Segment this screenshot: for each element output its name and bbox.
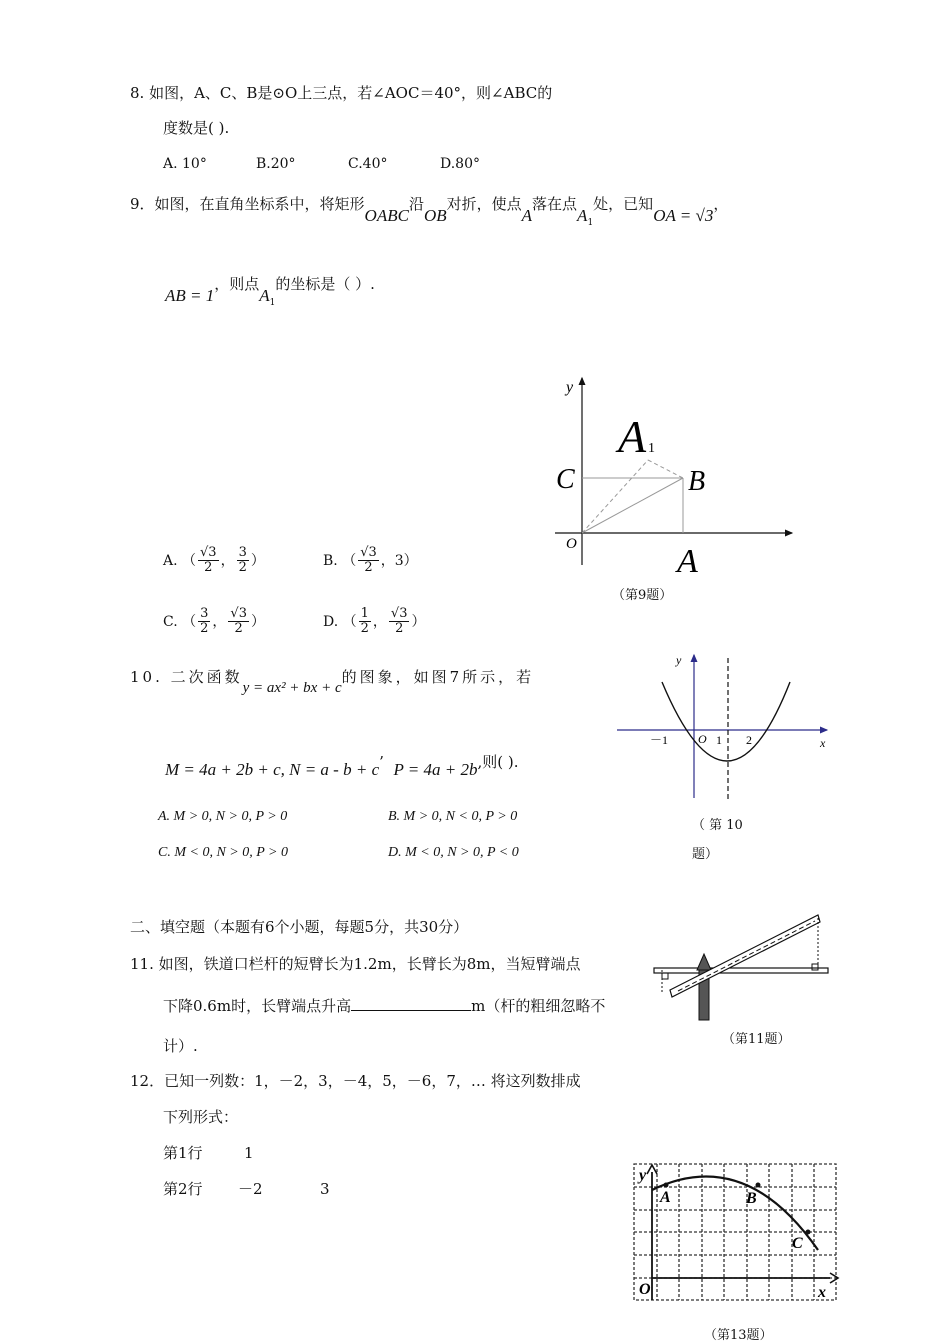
q13-label-y: y <box>639 1167 647 1184</box>
q9-label-a1: A <box>618 411 647 462</box>
q9-line1: 9．如图，在直角坐标系中，将矩形OABC沿OB对折，使点A落在点$A_1$处，已知OA = √3， <box>130 195 729 228</box>
q10-option-b: B. M > 0, N < 0, P > 0 <box>388 809 518 824</box>
q11-figure <box>650 910 832 1025</box>
q8-option-d: D.80° <box>440 156 480 172</box>
q13-figure <box>630 1160 840 1305</box>
q13-point-c <box>806 1230 811 1235</box>
q9-caption: （第9题） <box>612 588 673 603</box>
q10-label-o: O <box>698 732 707 746</box>
q11-rail <box>654 968 828 973</box>
q10-line2: M = 4a + 2b + c, N = a - b + c’ P = 4a + 2b,则( ). <box>165 753 519 779</box>
q12-row2-value-1: －2 <box>238 1180 263 1198</box>
q9-label-b: B <box>688 466 706 497</box>
q8-option-a: A. 10° <box>163 156 207 172</box>
q9-option-a: A. （ $\frac{√3}{2}$ ， $\frac{3}{2}$ ） <box>163 545 265 576</box>
q8-line2: 度数是( ). <box>163 119 230 137</box>
q11-line1: 11. 如图，铁道口栏杆的短臂长为1.2m，长臂长为8m，当短臂端点 <box>130 955 581 973</box>
q10-label-y: y <box>676 653 682 667</box>
q11-line2: 下降0.6m时，长臂端点升高 m（杆的粗细忽略不 <box>163 997 606 1015</box>
q10-label-neg1: －1 <box>650 733 669 747</box>
q13-label-a: A <box>660 1189 671 1206</box>
q13-caption: （第13题） <box>704 1328 773 1343</box>
q9-label-y: y <box>566 379 574 396</box>
q10-figure <box>612 650 837 810</box>
q10-parabola <box>662 682 790 761</box>
q9-option-b: B. （ $\frac{√3}{2}$ ，3） <box>323 545 418 576</box>
q10-caption-line1: （ 第 10 <box>692 818 743 833</box>
q12-row1-value: 1 <box>244 1144 254 1162</box>
q8-line1: 8. 如图，A、C、B是⊙O上三点，若∠AOC＝40°，则∠ABC的 <box>130 84 553 102</box>
q11-caption: （第11题） <box>722 1032 791 1047</box>
q10-label-2: 2 <box>746 733 752 747</box>
q10-option-d: D. M < 0, N > 0, P < 0 <box>388 845 519 860</box>
q13-label-x: x <box>818 1284 826 1301</box>
q11-bar <box>670 915 820 997</box>
q11-pivot <box>697 954 711 970</box>
q9-option-c: C. （ $\frac{3}{2}$ ， $\frac{√3}{2}$ ） <box>163 606 265 637</box>
q13-point-a <box>664 1183 669 1188</box>
q9-fold-oa1 <box>582 460 648 533</box>
q12-row2-label: 第2行 <box>163 1180 203 1198</box>
q9-line2: AB = 1，则点$A_1$的坐标是（ ）. <box>165 275 375 308</box>
q10-caption-line2: 题） <box>692 847 719 862</box>
q10-option-c: C. M < 0, N > 0, P > 0 <box>158 845 288 860</box>
q9-label-c: C <box>556 464 575 495</box>
q13-point-b <box>756 1183 761 1188</box>
q12-row1-label: 第1行 <box>163 1144 203 1162</box>
q13-label-c: C <box>792 1235 803 1252</box>
q11-line3: 计）. <box>163 1037 198 1055</box>
q11-answer-blank[interactable] <box>351 996 471 1011</box>
q13-label-o: O <box>639 1281 651 1298</box>
q9-diagonal-ob <box>582 478 683 533</box>
q9-label-a: A <box>677 543 698 580</box>
q10-line1: 10. 二次函数y = ax² + bx + c的图象，如图7所示，若 <box>130 668 535 696</box>
q9-fold-a1b <box>648 460 683 478</box>
q8-option-b: B.20° <box>256 156 296 172</box>
q8-option-c: C.40° <box>348 156 388 172</box>
q12-line1: 12．已知一列数：1，－2，3，－4，5，－6，7，… 将这列数排成 <box>130 1072 581 1090</box>
section-fill-in-title: 二、填空题（本题有6个小题，每题5分，共30分） <box>130 918 469 936</box>
q12-line2: 下列形式： <box>163 1108 239 1126</box>
q12-row2-value-2: 3 <box>320 1180 330 1198</box>
q13-label-b: B <box>746 1190 757 1207</box>
q10-label-x: x <box>820 736 826 750</box>
q10-option-a: A. M > 0, N > 0, P > 0 <box>158 809 288 824</box>
q11-right-angle-short <box>662 973 668 979</box>
q10-label-1: 1 <box>716 733 722 747</box>
q9-option-d: D. （ $\frac{1}{2}$ ， $\frac{√3}{2}$ ） <box>323 606 426 637</box>
q9-label-a1-sub: 1 <box>648 441 655 456</box>
q9-label-o: O <box>566 536 577 552</box>
q9-figure <box>540 370 810 610</box>
